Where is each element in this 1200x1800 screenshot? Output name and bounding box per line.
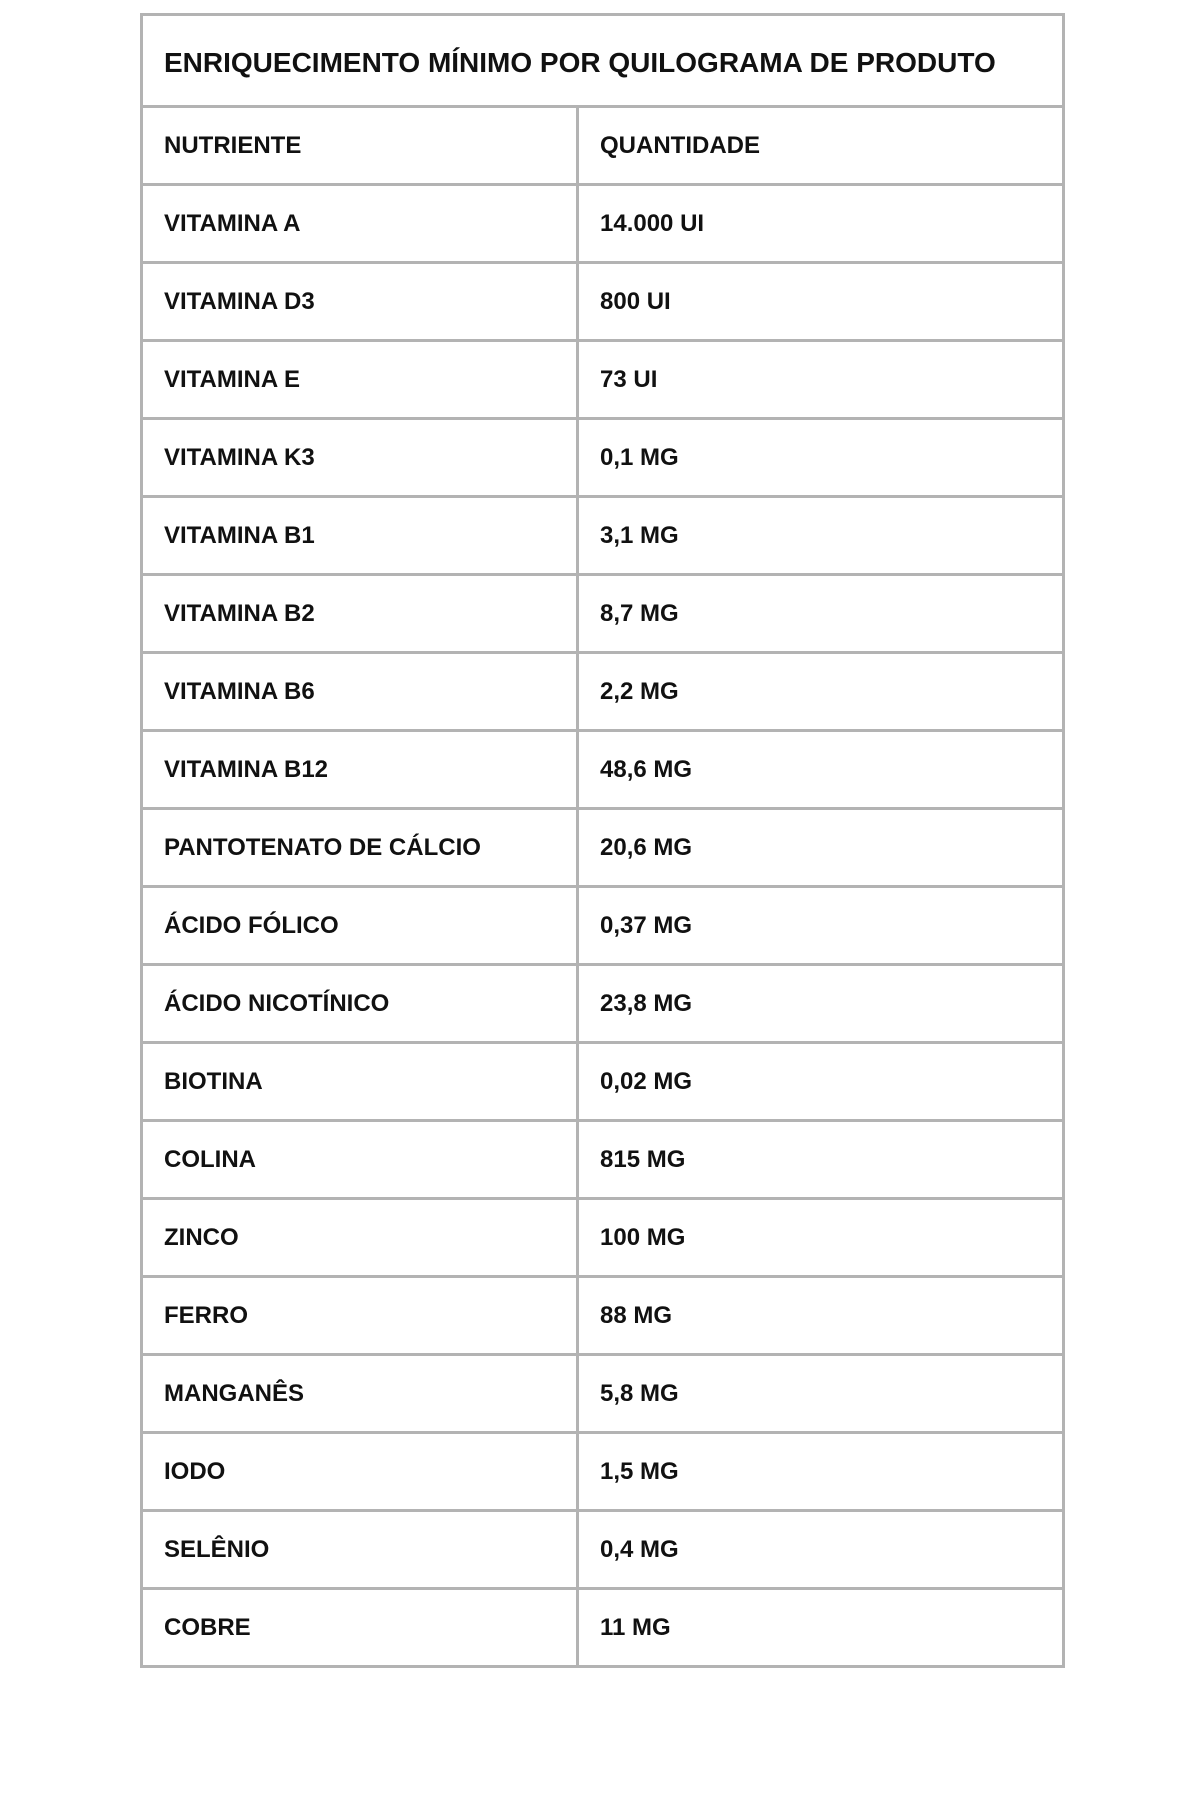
nutrient-amount-cell: 0,37 MG [578, 887, 1064, 965]
table-row [142, 887, 1064, 965]
nutrient-name-cell: VITAMINA K3 [142, 419, 578, 497]
table-row [142, 809, 1064, 887]
table-row [142, 185, 1064, 263]
table-row [142, 263, 1064, 341]
table-row [142, 497, 1064, 575]
table-body [142, 185, 1064, 1667]
nutrient-name-cell: IODO [142, 1433, 578, 1511]
nutrient-name-cell: VITAMINA B12 [142, 731, 578, 809]
nutrient-amount-cell: 1,5 MG [578, 1433, 1064, 1511]
nutrient-amount-cell: 0,1 MG [578, 419, 1064, 497]
nutrient-name-cell: COLINA [142, 1121, 578, 1199]
nutrient-name-cell: ÁCIDO FÓLICO [142, 887, 578, 965]
nutrient-name-cell: VITAMINA A [142, 185, 578, 263]
nutrient-name-cell: MANGANÊS [142, 1355, 578, 1433]
nutrient-amount-cell: 88 MG [578, 1277, 1064, 1355]
table-title: ENRIQUECIMENTO MÍNIMO POR QUILOGRAMA DE PRODUTO [142, 15, 1064, 107]
nutrient-name-cell: VITAMINA B1 [142, 497, 578, 575]
table-row [142, 1511, 1064, 1589]
table-title-row [142, 15, 1064, 107]
table-row [142, 1589, 1064, 1667]
nutrient-name-cell: ZINCO [142, 1199, 578, 1277]
nutrient-amount-cell: 2,2 MG [578, 653, 1064, 731]
nutrient-amount-cell: 0,02 MG [578, 1043, 1064, 1121]
column-header-quantidade: QUANTIDADE [578, 107, 1064, 185]
nutrient-name-cell: ÁCIDO NICOTÍNICO [142, 965, 578, 1043]
table-row [142, 1355, 1064, 1433]
table-row [142, 1199, 1064, 1277]
table-row [142, 731, 1064, 809]
nutrient-amount-cell: 3,1 MG [578, 497, 1064, 575]
nutrient-amount-cell: 5,8 MG [578, 1355, 1064, 1433]
table-row [142, 1121, 1064, 1199]
nutrient-amount-cell: 14.000 UI [578, 185, 1064, 263]
table-row [142, 1433, 1064, 1511]
nutrient-amount-cell: 815 MG [578, 1121, 1064, 1199]
nutrient-name-cell: SELÊNIO [142, 1511, 578, 1589]
nutrient-amount-cell: 8,7 MG [578, 575, 1064, 653]
table-row [142, 1277, 1064, 1355]
nutrient-name-cell: VITAMINA E [142, 341, 578, 419]
table-row [142, 1043, 1064, 1121]
nutrient-name-cell: BIOTINA [142, 1043, 578, 1121]
column-header-nutriente: NUTRIENTE [142, 107, 578, 185]
nutrient-table-container [140, 13, 1062, 1668]
nutrient-name-cell: PANTOTENATO DE CÁLCIO [142, 809, 578, 887]
nutrient-amount-cell: 73 UI [578, 341, 1064, 419]
table-row [142, 965, 1064, 1043]
nutrient-name-cell: VITAMINA D3 [142, 263, 578, 341]
nutrient-amount-cell: 23,8 MG [578, 965, 1064, 1043]
table-row [142, 341, 1064, 419]
nutrient-amount-cell: 11 MG [578, 1589, 1064, 1667]
table-row [142, 653, 1064, 731]
nutrient-table [140, 13, 1065, 1668]
nutrient-amount-cell: 48,6 MG [578, 731, 1064, 809]
table-row [142, 575, 1064, 653]
table-row [142, 419, 1064, 497]
nutrient-name-cell: COBRE [142, 1589, 578, 1667]
table-header-row [142, 107, 1064, 185]
nutrient-name-cell: FERRO [142, 1277, 578, 1355]
nutrient-amount-cell: 0,4 MG [578, 1511, 1064, 1589]
nutrient-name-cell: VITAMINA B2 [142, 575, 578, 653]
nutrient-amount-cell: 100 MG [578, 1199, 1064, 1277]
nutrient-amount-cell: 800 UI [578, 263, 1064, 341]
nutrient-amount-cell: 20,6 MG [578, 809, 1064, 887]
nutrient-name-cell: VITAMINA B6 [142, 653, 578, 731]
